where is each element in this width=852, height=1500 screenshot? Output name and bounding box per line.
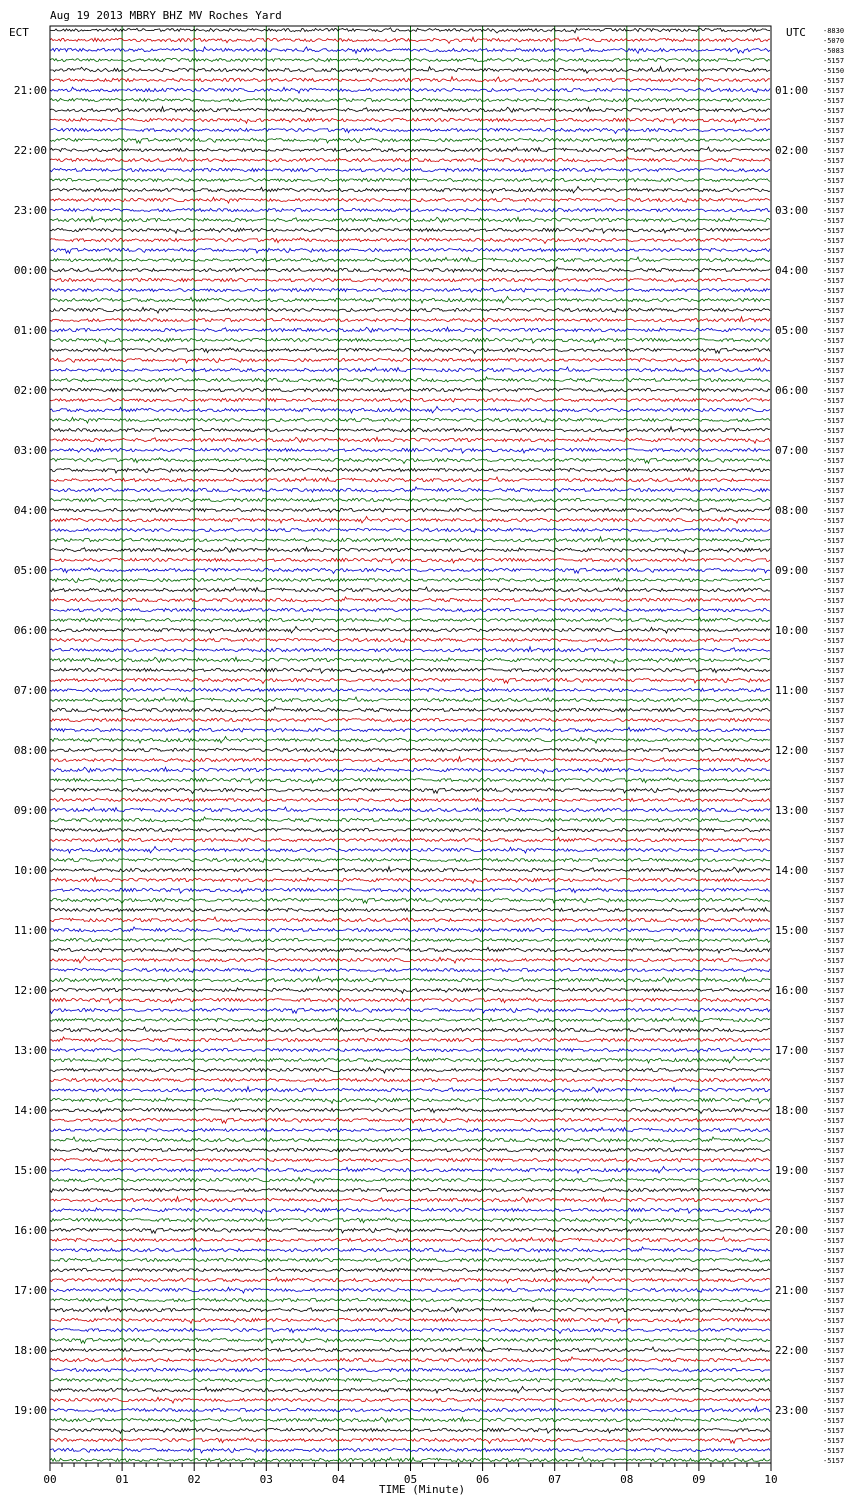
ect-hour-label: 06:00 [13, 624, 47, 637]
utc-hour-label: 22:00 [775, 1344, 809, 1357]
utc-hour-label: 13:00 [775, 804, 809, 817]
trace-offset-value: -5157 [823, 1337, 845, 1345]
ect-timezone-label: ECT [9, 26, 29, 39]
trace-offset-value: -5157 [823, 1417, 845, 1425]
trace-offset-value: -5157 [823, 797, 845, 805]
trace-offset-value: -5157 [823, 947, 845, 955]
trace-offset-value: -5157 [823, 1087, 845, 1095]
trace-offset-value: -5157 [823, 727, 845, 735]
ect-hour-label: 07:00 [13, 684, 47, 697]
trace-offset-value: -5157 [823, 477, 845, 485]
utc-hour-label: 02:00 [775, 144, 809, 157]
x-tick-label: 00 [43, 1473, 57, 1486]
x-tick-label: 08 [620, 1473, 634, 1486]
trace-offset-value: -5157 [823, 437, 845, 445]
utc-hour-label: 15:00 [775, 924, 809, 937]
trace-offset-value: -5157 [823, 1277, 845, 1285]
trace-offset-value: -5157 [823, 687, 845, 695]
trace-offset-value: -5157 [823, 107, 845, 115]
trace-offset-value: -5157 [823, 1407, 845, 1415]
utc-hour-label: 01:00 [775, 84, 809, 97]
trace-offset-value: -5157 [823, 257, 845, 265]
trace-offset-value: -5157 [823, 467, 845, 475]
trace-offset-value: -5157 [823, 897, 845, 905]
trace-offset-value: -5157 [823, 127, 845, 135]
trace-offset-value: -5157 [823, 577, 845, 585]
ect-hour-label: 04:00 [13, 504, 47, 517]
trace-offset-value: -5157 [823, 757, 845, 765]
trace-offset-value: -5157 [823, 447, 845, 455]
trace-offset-value: -5157 [823, 607, 845, 615]
utc-hour-label: 23:00 [775, 1404, 809, 1417]
x-axis-label: TIME (Minute) [379, 1483, 466, 1496]
trace-offset-value: -5157 [823, 777, 845, 785]
trace-offset-value: -5157 [823, 227, 845, 235]
x-tick-label: 05 [403, 1473, 418, 1486]
trace-offset-value: -5157 [823, 307, 845, 315]
trace-offset-value: -5157 [823, 1327, 845, 1335]
trace-offset-value: -5157 [823, 417, 845, 425]
utc-hour-label: 18:00 [775, 1104, 809, 1117]
trace-offset-value: -5157 [823, 1317, 845, 1325]
trace-offset-value: -5157 [823, 1267, 845, 1275]
trace-offset-value: -5157 [823, 1387, 845, 1395]
x-tick-label: 04 [331, 1473, 346, 1486]
utc-hour-label: 07:00 [775, 444, 809, 457]
trace-offset-value: -5157 [823, 1127, 845, 1135]
trace-offset-value: -5157 [823, 937, 845, 945]
trace-offset-value: -5150 [823, 67, 845, 75]
trace-offset-value: -5070 [823, 37, 845, 45]
trace-offset-value: -5157 [823, 1007, 845, 1015]
trace-offset-value: -5157 [823, 1297, 845, 1305]
trace-offset-value: -5157 [823, 357, 845, 365]
trace-offset-value: -5157 [823, 877, 845, 885]
trace-offset-value: -5157 [823, 747, 845, 755]
trace-offset-value: -5157 [823, 57, 845, 65]
utc-hour-label: 08:00 [775, 504, 809, 517]
trace-offset-value: -5157 [823, 97, 845, 105]
trace-offset-value: -5157 [823, 317, 845, 325]
ect-hour-label: 03:00 [13, 444, 47, 457]
trace-offset-value: -5157 [823, 377, 845, 385]
ect-hour-label: 11:00 [13, 924, 47, 937]
x-tick-label: 06 [475, 1473, 490, 1486]
trace-offset-value: -5157 [823, 1377, 845, 1385]
trace-offset-value: -5157 [823, 697, 845, 705]
ect-hour-label: 16:00 [13, 1224, 47, 1237]
trace-offset-value: -5157 [823, 1047, 845, 1055]
trace-offset-value: -5157 [823, 297, 845, 305]
trace-offset-value: -5157 [823, 1347, 845, 1355]
trace-offset-value: -5157 [823, 407, 845, 415]
trace-offset-value: -5157 [823, 117, 845, 125]
ect-hour-label: 02:00 [13, 384, 47, 397]
trace-offset-value: -5157 [823, 487, 845, 495]
utc-hour-labels [775, 84, 808, 1417]
trace-offset-value: -5157 [823, 617, 845, 625]
trace-offset-value: -5157 [823, 1257, 845, 1265]
trace-offset-value: -5157 [823, 1437, 845, 1445]
trace-offset-value: -5157 [823, 1207, 845, 1215]
trace-offset-value: -5157 [823, 497, 845, 505]
trace-offset-value: -5157 [823, 237, 845, 245]
ect-hour-label: 10:00 [13, 864, 47, 877]
trace-offset-value: -5157 [823, 737, 845, 745]
utc-hour-label: 19:00 [775, 1164, 809, 1177]
trace-offset-value: -5157 [823, 637, 845, 645]
trace-offset-value: -5157 [823, 547, 845, 555]
trace-offset-value: -5157 [823, 197, 845, 205]
utc-hour-label: 04:00 [775, 264, 809, 277]
trace-offset-value: -5157 [823, 597, 845, 605]
utc-hour-label: 21:00 [775, 1284, 809, 1297]
ect-hour-label: 00:00 [13, 264, 47, 277]
ect-hour-label: 09:00 [13, 804, 47, 817]
x-tick-label: 02 [187, 1473, 201, 1486]
utc-hour-label: 09:00 [775, 564, 809, 577]
trace-offset-value: -5157 [823, 1197, 845, 1205]
trace-offset-value: -5157 [823, 1397, 845, 1405]
trace-offset-value: -5157 [823, 187, 845, 195]
trace-offset-value: -5157 [823, 1057, 845, 1065]
trace-offset-value: -8830 [823, 27, 845, 35]
trace-offset-value: -5157 [823, 967, 845, 975]
trace-offset-value: -5157 [823, 1157, 845, 1165]
ect-hour-label: 18:00 [13, 1344, 47, 1357]
ect-hour-label: 05:00 [13, 564, 47, 577]
ect-hour-label: 13:00 [13, 1044, 47, 1057]
trace-offset-value: -5157 [823, 147, 845, 155]
trace-offset-value: -5157 [823, 337, 845, 345]
trace-offset-value: -5157 [823, 167, 845, 175]
utc-hour-label: 06:00 [775, 384, 809, 397]
utc-hour-label: 20:00 [775, 1224, 809, 1237]
trace-offset-value: -5157 [823, 247, 845, 255]
trace-offset-value: -5157 [823, 1067, 845, 1075]
trace-offset-value: -5157 [823, 1237, 845, 1245]
ect-hour-labels [14, 84, 47, 1417]
trace-offset-value: -5157 [823, 507, 845, 515]
ect-hour-label: 22:00 [13, 144, 47, 157]
trace-offset-value: -5157 [823, 1427, 845, 1435]
trace-offset-value: -5157 [823, 1447, 845, 1455]
utc-hour-label: 05:00 [775, 324, 809, 337]
trace-offset-value: -5157 [823, 1117, 845, 1125]
x-tick-label: 07 [548, 1473, 562, 1486]
trace-offset-value: -5157 [823, 917, 845, 925]
trace-offset-value: -5157 [823, 787, 845, 795]
trace-offset-value: -5157 [823, 347, 845, 355]
ect-hour-label: 15:00 [13, 1164, 47, 1177]
trace-offset-value: -5157 [823, 457, 845, 465]
x-tick-label: 09 [692, 1473, 706, 1486]
trace-offset-value: -5157 [823, 287, 845, 295]
trace-offset-value: -5083 [823, 47, 845, 55]
ect-hour-label: 12:00 [13, 984, 47, 997]
trace-offset-value: -5157 [823, 527, 845, 535]
trace-offset-value: -5157 [823, 867, 845, 875]
trace-offset-value: -5157 [823, 1077, 845, 1085]
trace-offset-values [823, 27, 844, 1465]
trace-offset-value: -5157 [823, 157, 845, 165]
ect-hour-label: 23:00 [13, 204, 47, 217]
chart-title: Aug 19 2013 MBRY BHZ MV Roches Yard [50, 9, 282, 22]
trace-offset-value: -5157 [823, 847, 845, 855]
trace-offset-value: -5157 [823, 907, 845, 915]
x-tick-label: 03 [259, 1473, 273, 1486]
trace-offset-value: -5157 [823, 1357, 845, 1365]
trace-offset-value: -5157 [823, 667, 845, 675]
utc-hour-label: 16:00 [775, 984, 809, 997]
trace-offset-value: -5157 [823, 887, 845, 895]
ect-hour-label: 14:00 [13, 1104, 47, 1117]
trace-offset-value: -5157 [823, 997, 845, 1005]
trace-offset-value: -5157 [823, 1287, 845, 1295]
ect-hour-label: 19:00 [13, 1404, 47, 1417]
trace-offset-value: -5157 [823, 327, 845, 335]
trace-offset-value: -5157 [823, 1107, 845, 1115]
ect-hour-label: 17:00 [13, 1284, 47, 1297]
trace-offset-value: -5157 [823, 627, 845, 635]
trace-offset-value: -5157 [823, 397, 845, 405]
trace-offset-value: -5157 [823, 87, 845, 95]
trace-offset-value: -5157 [823, 1227, 845, 1235]
trace-offset-value: -5157 [823, 707, 845, 715]
ect-hour-label: 21:00 [13, 84, 47, 97]
x-axis-ticks [43, 1463, 777, 1486]
trace-offset-value: -5157 [823, 767, 845, 775]
trace-offset-value: -5157 [823, 1307, 845, 1315]
trace-offset-value: -5157 [823, 1367, 845, 1375]
trace-offset-value: -5157 [823, 857, 845, 865]
ect-hour-label: 01:00 [13, 324, 47, 337]
trace-offset-value: -5157 [823, 807, 845, 815]
trace-offset-value: -5157 [823, 1097, 845, 1105]
trace-offset-value: -5157 [823, 987, 845, 995]
trace-offset-value: -5157 [823, 1457, 845, 1465]
trace-offset-value: -5157 [823, 1167, 845, 1175]
trace-offset-value: -5157 [823, 427, 845, 435]
trace-offset-value: -5157 [823, 1177, 845, 1185]
trace-offset-value: -5157 [823, 537, 845, 545]
trace-offset-value: -5157 [823, 557, 845, 565]
trace-offset-value: -5157 [823, 657, 845, 665]
trace-offset-value: -5157 [823, 1017, 845, 1025]
trace-offset-value: -5157 [823, 177, 845, 185]
trace-offset-value: -5157 [823, 827, 845, 835]
trace-offset-value: -5157 [823, 1147, 845, 1155]
trace-offset-value: -5157 [823, 717, 845, 725]
utc-hour-label: 17:00 [775, 1044, 809, 1057]
trace-offset-value: -5157 [823, 567, 845, 575]
trace-offset-value: -5157 [823, 647, 845, 655]
x-tick-label: 10 [764, 1473, 778, 1486]
trace-offset-value: -5157 [823, 977, 845, 985]
trace-offset-value: -5157 [823, 1187, 845, 1195]
trace-offset-value: -5157 [823, 387, 845, 395]
trace-offset-value: -5157 [823, 517, 845, 525]
trace-offset-value: -5157 [823, 1217, 845, 1225]
x-tick-label: 01 [115, 1473, 129, 1486]
trace-offset-value: -5157 [823, 1037, 845, 1045]
trace-offset-value: -5157 [823, 267, 845, 275]
trace-offset-value: -5157 [823, 137, 845, 145]
trace-offset-value: -5157 [823, 837, 845, 845]
utc-hour-label: 03:00 [775, 204, 809, 217]
trace-offset-value: -5157 [823, 957, 845, 965]
utc-hour-label: 11:00 [775, 684, 809, 697]
trace-offset-value: -5157 [823, 1027, 845, 1035]
trace-offset-value: -5157 [823, 1137, 845, 1145]
trace-offset-value: -5157 [823, 207, 845, 215]
trace-offset-value: -5157 [823, 587, 845, 595]
utc-hour-label: 10:00 [775, 624, 809, 637]
trace-offset-value: -5157 [823, 217, 845, 225]
minute-gridlines [122, 26, 699, 1463]
trace-offset-value: -5157 [823, 927, 845, 935]
trace-offset-value: -5157 [823, 77, 845, 85]
trace-offset-value: -5157 [823, 677, 845, 685]
utc-hour-label: 12:00 [775, 744, 809, 757]
trace-offset-value: -5157 [823, 817, 845, 825]
trace-offset-value: -5157 [823, 277, 845, 285]
trace-offset-value: -5157 [823, 367, 845, 375]
ect-hour-label: 08:00 [13, 744, 47, 757]
utc-timezone-label: UTC [786, 26, 806, 39]
trace-offset-value: -5157 [823, 1247, 845, 1255]
utc-hour-label: 14:00 [775, 864, 809, 877]
